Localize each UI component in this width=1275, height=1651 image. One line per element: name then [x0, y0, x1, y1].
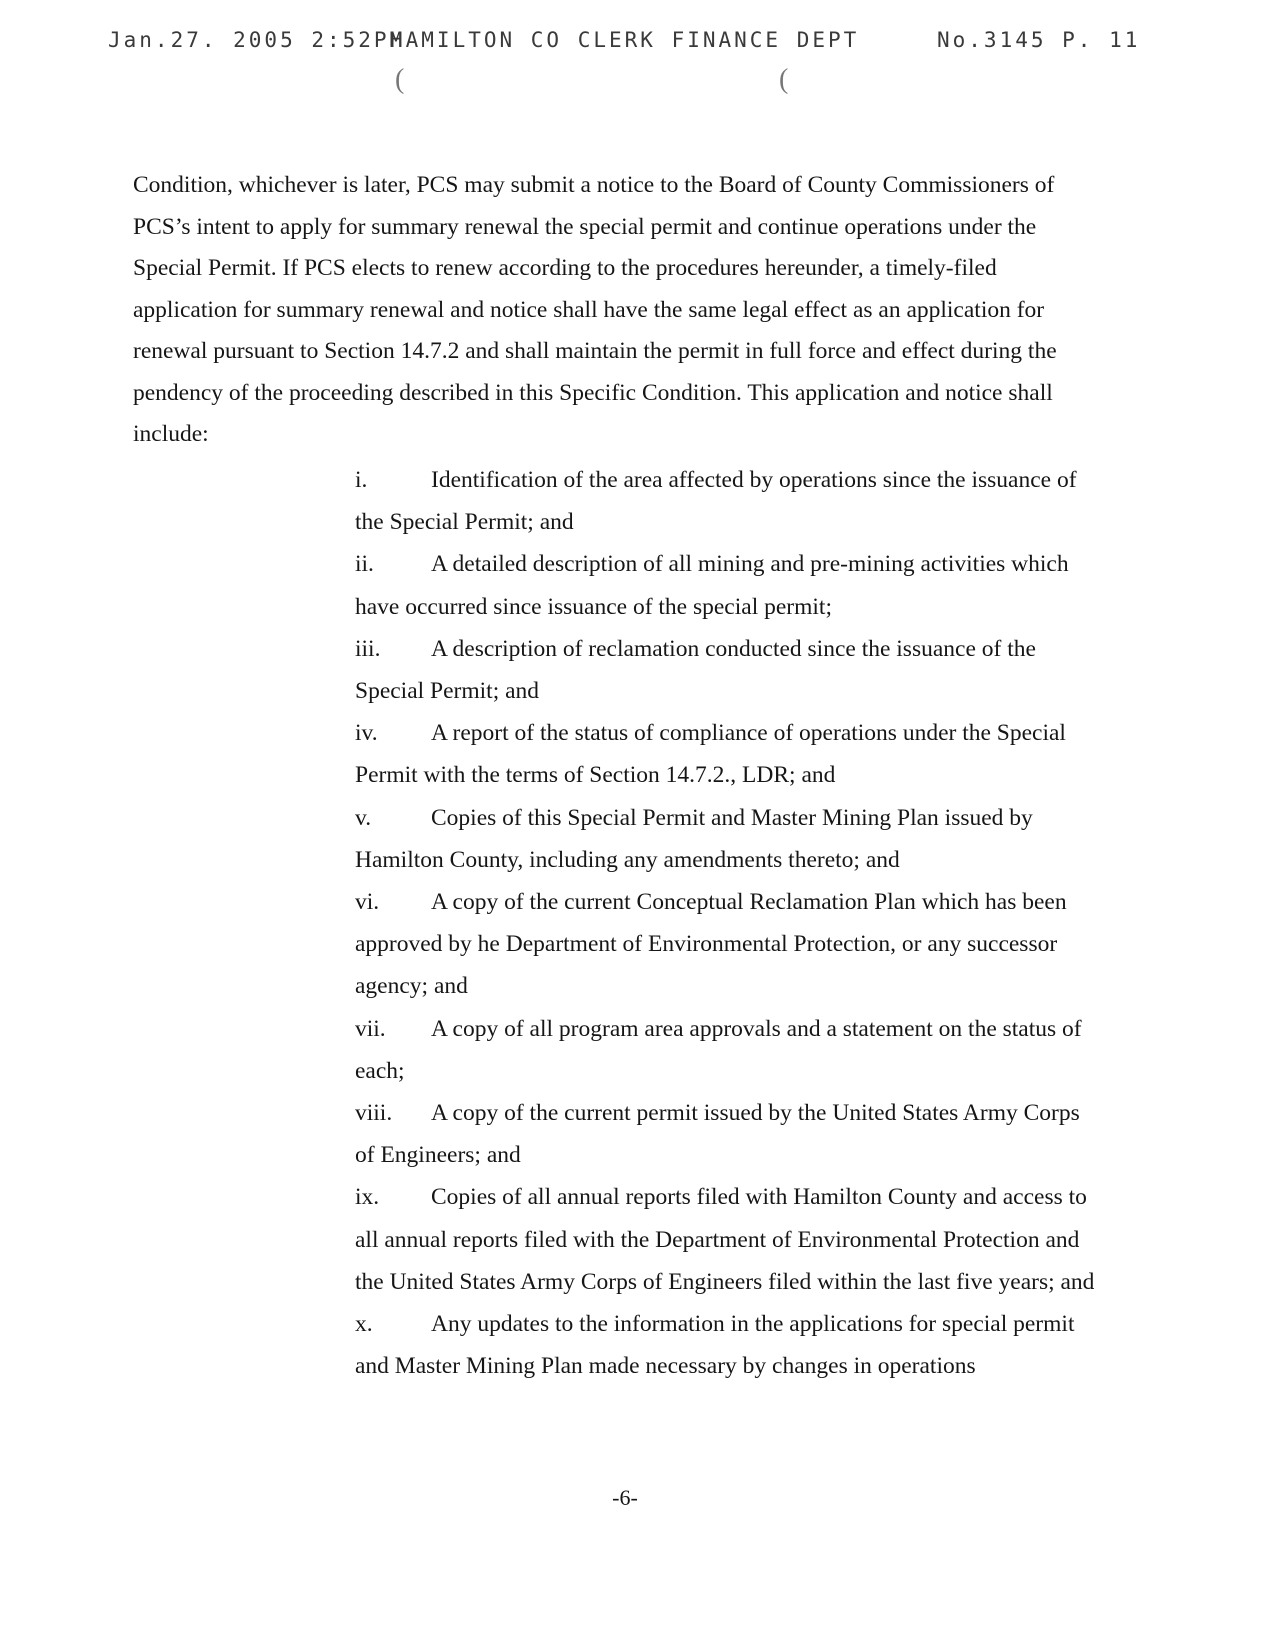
fax-sender: HAMILTON CO CLERK FINANCE DEPT: [390, 28, 860, 52]
fax-header: [0, 28, 1275, 58]
list-item-number: v.: [355, 804, 372, 831]
list-item-text: A report of the status of compliance of operations under the Special Permit with the terms of Section 14.7.2., LDR; and: [355, 720, 1066, 789]
list-item-text: Copies of all annual reports filed with Hamilton County and access to all annual reports filed with the Department of Environmental Protection and the United States Army Corps of Engineers filed within the last five years; and: [355, 1184, 1095, 1295]
list-item-text: A detailed description of all mining and pre-mining activities which have occurred since issuance of the special permit;: [355, 551, 1069, 620]
list-item-text: A copy of the current permit issued by the United States Army Corps of Engineers; and: [355, 1100, 1080, 1169]
body-paragraph: Condition, whichever is later, PCS may submit a notice to the Board of County Commissioners of PCS’s intent to apply for summary renewal the special permit and continue operations under the Special Permit. If PCS elects to renew according to the procedures hereunder, a timely-filed application for summary renewal and notice shall have the same legal effect as an application for renewal pursuant to Section 14.7.2 and shall maintain the permit in full force and effect during the pendency of the proceeding described in this Specific Condition. This application and notice shall include:: [133, 172, 1057, 447]
list-item-number: x.: [355, 1311, 373, 1338]
list-item-number: iv.: [355, 720, 378, 747]
list-item-text: A description of reclamation conducted since the issuance of the Special Permit; and: [355, 635, 1036, 705]
scan-artifact-mark: (: [779, 64, 789, 95]
list-item: [355, 1092, 1100, 1176]
list-item-number: ii.: [355, 551, 374, 578]
list-item-number: vii.: [355, 1015, 386, 1042]
list-item-number: iii.: [355, 635, 381, 662]
list-item-number: vi.: [355, 889, 380, 916]
list-item: [355, 1176, 1100, 1303]
list-item-text: A copy of all program area approvals and a statement on the status of each;: [355, 1015, 1082, 1084]
list-item: [355, 459, 1100, 543]
scan-artifact-mark: (: [395, 64, 405, 95]
list-item-text: Any updates to the information in the applications for special permit and Master Mining Plan made necessary by changes in operations: [355, 1311, 1075, 1380]
list-item-number: viii.: [355, 1100, 393, 1127]
list-item: [355, 881, 1100, 1008]
list-item: [355, 797, 1100, 881]
list-item-number: i.: [355, 467, 368, 493]
list-item: [355, 1008, 1100, 1092]
list-item-text: Identification of the area affected by operations since the issuance of the Special Permit; and: [355, 467, 1077, 536]
requirements-list: [355, 459, 1100, 1387]
list-item: [355, 712, 1100, 796]
list-item: [355, 543, 1100, 627]
fax-page-number: No.3145 P. 11: [937, 28, 1141, 52]
list-item: [355, 1303, 1100, 1387]
fax-date-time: Jan.27. 2005 2:52PM: [108, 28, 406, 52]
list-item: [355, 628, 1100, 712]
page-number: -6-: [612, 1485, 638, 1510]
list-item-text: Copies of this Special Permit and Master Mining Plan issued by Hamilton County, including any amendments thereto; and: [355, 804, 1033, 873]
list-item-number: ix.: [355, 1184, 380, 1211]
list-item-text: A copy of the current Conceptual Reclamation Plan which has been approved by he Department of Environmental Protection, or any successor agency; and: [355, 889, 1067, 1000]
